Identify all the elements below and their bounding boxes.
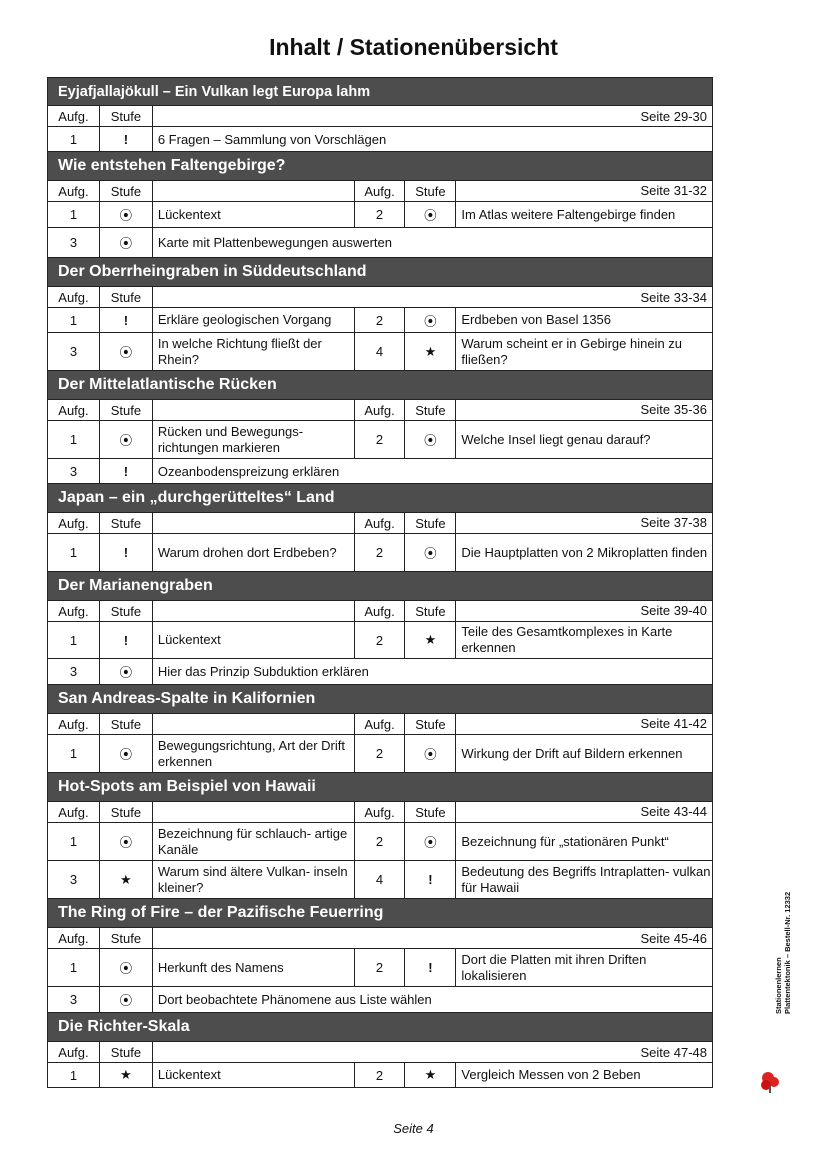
exclamation-level-icon: ! <box>100 127 153 152</box>
page-range: Seite 45-46 <box>153 928 713 949</box>
page-range: Seite 37-38 <box>456 513 713 534</box>
page-range: Seite 39-40 <box>456 601 713 622</box>
task-row <box>47 202 713 228</box>
side-imprint-line2: Plattentektonik – Bestell-Nr. 12332 <box>783 891 792 1014</box>
target-level-icon: ⦿ <box>100 987 153 1013</box>
task-description: Erkläre geologischen Vorgang <box>153 308 355 333</box>
page-range: Seite 35-36 <box>456 400 713 421</box>
target-level-icon: ⦿ <box>100 659 153 685</box>
header-stufe: Stufe <box>405 714 456 735</box>
page-range: Seite 29-30 <box>153 106 713 127</box>
task-row <box>47 861 713 899</box>
exclamation-level-icon: ! <box>100 308 153 333</box>
header-stufe: Stufe <box>405 400 456 421</box>
section-header-row <box>47 1042 713 1063</box>
task-description: Lückentext <box>153 622 355 659</box>
side-imprint-line1: Stationenlernen <box>774 957 783 1014</box>
task-number: 1 <box>48 534 100 572</box>
section-title: Eyjafjallajökull – Ein Vulkan legt Europa lahm <box>47 77 713 106</box>
target-level-icon: ⦿ <box>405 823 456 861</box>
header-stufe: Stufe <box>405 181 456 202</box>
header-aufg: Aufg. <box>355 400 406 421</box>
task-number: 1 <box>48 308 100 333</box>
task-number: 2 <box>355 534 406 572</box>
header-stufe: Stufe <box>100 513 153 534</box>
task-row <box>47 421 713 459</box>
task-description: Warum drohen dort Erdbeben? <box>153 534 355 572</box>
header-aufg: Aufg. <box>355 513 406 534</box>
task-description: Vergleich Messen von 2 Beben <box>456 1063 713 1088</box>
stations-table <box>47 77 713 1088</box>
page-number: Seite 4 <box>393 1121 434 1136</box>
header-aufg: Aufg. <box>48 106 100 127</box>
task-description: Die Hauptplatten von 2 Mikroplatten finden <box>456 534 713 572</box>
task-row <box>47 308 713 333</box>
section-header-row <box>47 400 713 421</box>
header-blank <box>153 513 355 534</box>
section-header-row <box>47 287 713 308</box>
task-description: Ozeanbodenspreizung erklären <box>153 459 713 484</box>
section-header-row <box>47 802 713 823</box>
header-aufg: Aufg. <box>48 400 100 421</box>
target-level-icon: ⦿ <box>100 823 153 861</box>
star-level-icon: ★ <box>405 333 456 371</box>
header-aufg: Aufg. <box>48 513 100 534</box>
task-row <box>47 333 713 371</box>
page-range: Seite 31-32 <box>456 181 713 202</box>
task-description: Bewegungsrichtung, Art der Drift erkennen <box>153 735 355 773</box>
page-title: Inhalt / Stationenübersicht <box>269 34 558 60</box>
page-range: Seite 33-34 <box>153 287 713 308</box>
header-stufe: Stufe <box>100 802 153 823</box>
header-stufe: Stufe <box>100 181 153 202</box>
task-description: Bezeichnung für „stationären Punkt“ <box>456 823 713 861</box>
task-number: 2 <box>355 735 406 773</box>
page-range: Seite 43-44 <box>456 802 713 823</box>
page-range: Seite 47-48 <box>153 1042 713 1063</box>
target-level-icon: ⦿ <box>100 735 153 773</box>
star-level-icon: ★ <box>405 622 456 659</box>
exclamation-level-icon: ! <box>405 861 456 899</box>
task-number: 2 <box>355 1063 406 1088</box>
exclamation-level-icon: ! <box>100 534 153 572</box>
target-level-icon: ⦿ <box>100 228 153 258</box>
section-title: Der Mittelatlantische Rücken <box>47 371 713 400</box>
header-aufg: Aufg. <box>355 181 406 202</box>
header-aufg: Aufg. <box>355 802 406 823</box>
target-level-icon: ⦿ <box>405 308 456 333</box>
task-row <box>47 622 713 659</box>
task-number: 1 <box>48 735 100 773</box>
task-number: 2 <box>355 202 406 228</box>
header-aufg: Aufg. <box>355 601 406 622</box>
task-number: 1 <box>48 823 100 861</box>
section-title: San Andreas-Spalte in Kalifornien <box>47 685 713 714</box>
header-stufe: Stufe <box>100 106 153 127</box>
header-aufg: Aufg. <box>48 802 100 823</box>
task-number: 1 <box>48 202 100 228</box>
header-aufg: Aufg. <box>355 714 406 735</box>
header-stufe: Stufe <box>405 601 456 622</box>
task-row <box>47 949 713 987</box>
task-number: 2 <box>355 949 406 987</box>
header-stufe: Stufe <box>100 400 153 421</box>
task-number: 1 <box>48 127 100 152</box>
task-description: Welche Insel liegt genau darauf? <box>456 421 713 459</box>
section-header-row <box>47 714 713 735</box>
task-description: Bezeichnung für schlauch- artige Kanäle <box>153 823 355 861</box>
section-title: Der Marianengraben <box>47 572 713 601</box>
task-description: Herkunft des Namens <box>153 949 355 987</box>
header-stufe: Stufe <box>100 1042 153 1063</box>
exclamation-level-icon: ! <box>405 949 456 987</box>
task-description: 6 Fragen – Sammlung von Vorschlägen <box>153 127 713 152</box>
target-level-icon: ⦿ <box>100 333 153 371</box>
task-description: Wirkung der Drift auf Bildern erkennen <box>456 735 713 773</box>
task-description: Karte mit Plattenbewegungen auswerten <box>153 228 713 258</box>
header-aufg: Aufg. <box>48 287 100 308</box>
task-description: Warum sind ältere Vulkan- inseln kleiner? <box>153 861 355 899</box>
task-number: 2 <box>355 823 406 861</box>
task-number: 1 <box>48 949 100 987</box>
task-description: Dort die Platten mit ihren Driften lokalisieren <box>456 949 713 987</box>
header-aufg: Aufg. <box>48 601 100 622</box>
task-description: Lückentext <box>153 202 355 228</box>
task-number: 1 <box>48 421 100 459</box>
task-description: Dort beobachtete Phänomene aus Liste wählen <box>153 987 713 1013</box>
target-level-icon: ⦿ <box>405 534 456 572</box>
target-level-icon: ⦿ <box>100 421 153 459</box>
section-header-row <box>47 181 713 202</box>
publisher-logo-icon <box>758 1068 784 1094</box>
header-stufe: Stufe <box>405 802 456 823</box>
task-number: 1 <box>48 1063 100 1088</box>
header-stufe: Stufe <box>100 714 153 735</box>
task-description: Bedeutung des Begriffs Intraplatten- vulkan für Hawaii <box>456 861 713 899</box>
task-row <box>47 228 713 258</box>
task-number: 3 <box>48 459 100 484</box>
target-level-icon: ⦿ <box>100 949 153 987</box>
section-title: Die Richter-Skala <box>47 1013 713 1042</box>
exclamation-level-icon: ! <box>100 622 153 659</box>
target-level-icon: ⦿ <box>405 202 456 228</box>
star-level-icon: ★ <box>100 1063 153 1088</box>
section-title: The Ring of Fire – der Pazifische Feuerring <box>47 899 713 928</box>
side-imprint <box>774 892 792 1014</box>
task-description: Warum scheint er in Gebirge hinein zu fließen? <box>456 333 713 371</box>
target-level-icon: ⦿ <box>100 202 153 228</box>
task-row <box>47 659 713 685</box>
task-number: 3 <box>48 659 100 685</box>
section-title: Der Oberrheingraben in Süddeutschland <box>47 258 713 287</box>
task-number: 2 <box>355 622 406 659</box>
section-title: Japan – ein „durchgerütteltes“ Land <box>47 484 713 513</box>
task-number: 4 <box>355 861 406 899</box>
task-number: 3 <box>48 861 100 899</box>
task-row <box>47 823 713 861</box>
task-number: 2 <box>355 421 406 459</box>
task-row <box>47 735 713 773</box>
header-blank <box>153 802 355 823</box>
task-description: Rücken und Bewegungs- richtungen markieren <box>153 421 355 459</box>
task-description: Lückentext <box>153 1063 355 1088</box>
header-blank <box>153 400 355 421</box>
star-level-icon: ★ <box>405 1063 456 1088</box>
task-description: Erdbeben von Basel 1356 <box>456 308 713 333</box>
header-aufg: Aufg. <box>48 928 100 949</box>
header-blank <box>153 181 355 202</box>
task-row <box>47 127 713 152</box>
section-header-row <box>47 106 713 127</box>
header-blank <box>153 714 355 735</box>
section-header-row <box>47 928 713 949</box>
task-number: 3 <box>48 228 100 258</box>
header-aufg: Aufg. <box>48 181 100 202</box>
header-stufe: Stufe <box>100 601 153 622</box>
target-level-icon: ⦿ <box>405 735 456 773</box>
task-row <box>47 534 713 572</box>
star-level-icon: ★ <box>100 861 153 899</box>
section-title: Wie entstehen Faltengebirge? <box>47 152 713 181</box>
header-blank <box>153 601 355 622</box>
task-row <box>47 1063 713 1088</box>
header-stufe: Stufe <box>100 287 153 308</box>
header-aufg: Aufg. <box>48 714 100 735</box>
section-header-row <box>47 601 713 622</box>
section-header-row <box>47 513 713 534</box>
exclamation-level-icon: ! <box>100 459 153 484</box>
task-description: Teile des Gesamtkomplexes in Karte erkennen <box>456 622 713 659</box>
task-description: Im Atlas weitere Faltengebirge finden <box>456 202 713 228</box>
task-number: 2 <box>355 308 406 333</box>
header-stufe: Stufe <box>100 928 153 949</box>
target-level-icon: ⦿ <box>405 421 456 459</box>
task-number: 4 <box>355 333 406 371</box>
page-range: Seite 41-42 <box>456 714 713 735</box>
task-number: 1 <box>48 622 100 659</box>
task-number: 3 <box>48 333 100 371</box>
task-row <box>47 459 713 484</box>
task-row <box>47 987 713 1013</box>
section-title: Hot-Spots am Beispiel von Hawaii <box>47 773 713 802</box>
task-description: In welche Richtung fließt der Rhein? <box>153 333 355 371</box>
task-number: 3 <box>48 987 100 1013</box>
header-aufg: Aufg. <box>48 1042 100 1063</box>
header-stufe: Stufe <box>405 513 456 534</box>
task-description: Hier das Prinzip Subduktion erklären <box>153 659 713 685</box>
